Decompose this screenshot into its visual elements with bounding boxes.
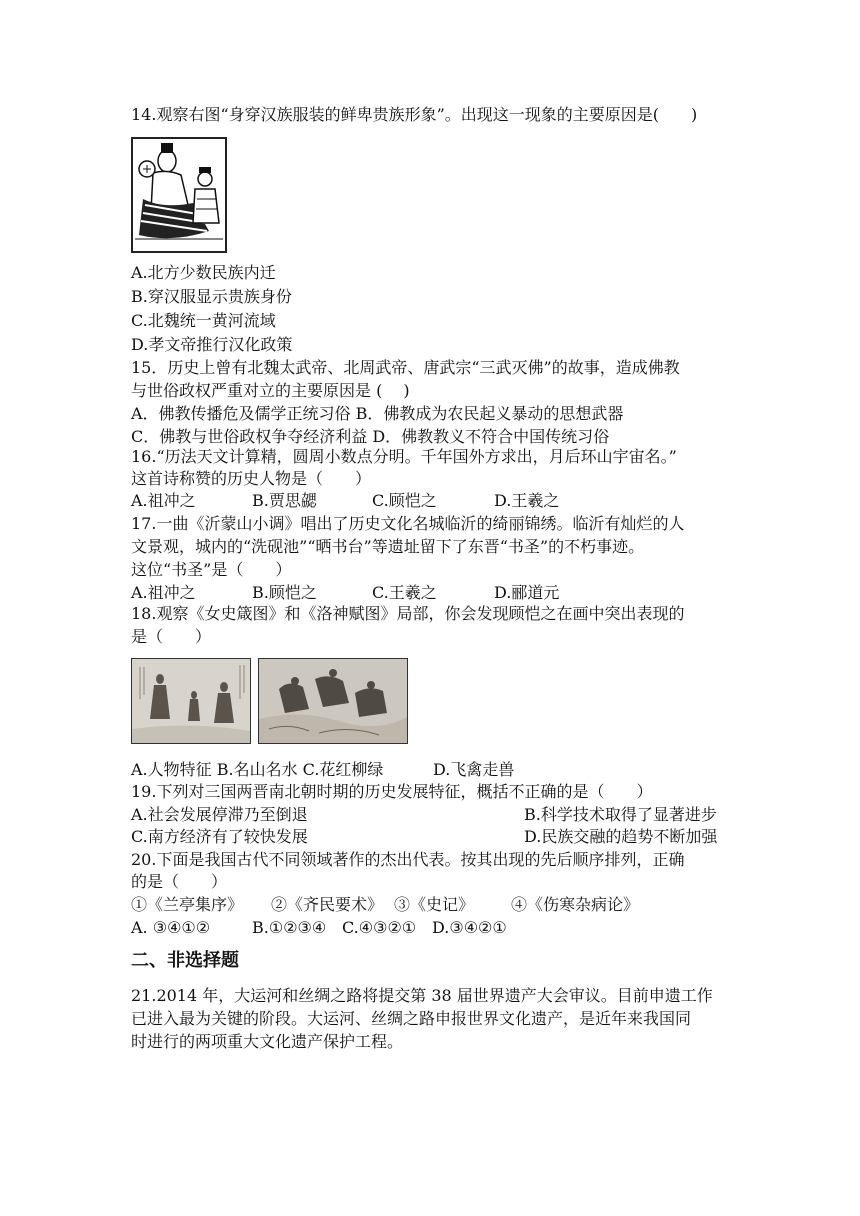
q16-stem-line-1: 16.“历法天文计算精，圆周小数点分明。千年国外方求出，月后环山宇宙名。” [131, 447, 677, 466]
q21-line-2: 已进入最为关键的阶段。大运河、丝绸之路申报世界文化遗产，是近年来我国同 [131, 1009, 692, 1028]
q20-item-2: ②《齐民要术》 [271, 895, 384, 914]
q17-option-d: D.郦道元 [494, 583, 560, 602]
q15-options-line-2: C．佛教与世俗政权争夺经济利益 D．佛教教义不符合中国传统习俗 [131, 427, 610, 446]
q20-option-a: A. ③④①② [131, 918, 211, 937]
q17-stem-line-3: 这位“书圣”是（ ） [131, 560, 292, 579]
q18-stem-line-2: 是（ ） [131, 627, 212, 646]
q15-options-line-1: A．佛教传播危及儒学正统习俗 B．佛教成为农民起义暴动的思想武器 [131, 404, 624, 423]
q18-options-a-c: A.人物特征 B.名山名水 C.花红柳绿 [131, 760, 384, 779]
q18-stem-line-1: 18.观察《女史箴图》和《洛神赋图》局部，你会发现顾恺之在画中突出表现的 [131, 604, 685, 623]
q14-option-b: B.穿汉服显示贵族身份 [131, 287, 292, 306]
q17-option-c: C.王羲之 [372, 583, 437, 602]
q19-option-d: D.民族交融的趋势不断加强 [524, 827, 718, 846]
q19-stem: 19.下列对三国两晋南北朝时期的历史发展特征，概括不正确的是（ ） [131, 782, 653, 801]
q19-option-a: A.社会发展停滞乃至倒退 [131, 805, 308, 824]
admonitions-scroll-painting [131, 658, 251, 744]
q21-line-1: 21.2014 年，大运河和丝绸之路将提交第 38 届世界遗产大会审议。目前申遗工作 [131, 986, 713, 1005]
q15-stem-line-1: 15．历史上曾有北魏太武帝、北周武帝、唐武宗“三武灭佛”的故事，造成佛教 [131, 358, 680, 377]
q14-stem: 14.观察右图“身穿汉族服装的鲜卑贵族形象”。出现这一现象的主要原因是( ) [131, 105, 698, 124]
q14-option-d: D.孝文帝推行汉化政策 [131, 335, 293, 354]
q17-option-b: B.顾恺之 [252, 583, 317, 602]
q20-item-3: ③《史记》 [394, 895, 475, 914]
q20-item-1: ①《兰亭集序》 [131, 895, 244, 914]
q20-option-b: B.①②③④ [252, 918, 327, 937]
q21-line-3: 时进行的两项重大文化遗产保护工程。 [131, 1032, 404, 1051]
q16-option-a: A.祖冲之 [131, 491, 196, 510]
q20-stem-line-2: 的是（ ） [131, 872, 228, 891]
q16-option-b: B.贾思勰 [252, 491, 317, 510]
q20-stem-line-1: 20.下面是我国古代不同领域著作的杰出代表。按其出现的先后顺序排列，正确 [131, 850, 685, 869]
nymph-luo-river-painting [258, 658, 408, 744]
q16-option-c: C.顾恺之 [372, 491, 437, 510]
q20-option-c: C.④③②① [342, 918, 417, 937]
q14-option-c: C.北魏统一黄河流域 [131, 311, 276, 330]
q16-stem-line-2: 这首诗称赞的历史人物是（ ） [131, 469, 372, 488]
q14-option-a: A.北方少数民族内迁 [131, 263, 276, 282]
q17-stem-line-2: 文景观，城内的“洗砚池”“晒书台”等遗址留下了东晋“书圣”的不朽事迹。 [131, 537, 645, 556]
q20-item-4: ④《伤寒杂病论》 [511, 895, 640, 914]
q18-option-d: D.飞禽走兽 [433, 760, 515, 779]
q17-option-a: A.祖冲之 [131, 583, 196, 602]
q20-option-d: D.③④②① [432, 918, 507, 937]
xianbei-noble-illustration [131, 137, 227, 253]
section-heading: 二、非选择题 [131, 950, 239, 971]
q17-stem-line-1: 17.一曲《沂蒙山小调》唱出了历史文化名城临沂的绮丽锦绣。临沂有灿烂的人 [131, 514, 685, 533]
q16-option-d: D.王羲之 [494, 491, 560, 510]
q19-option-b: B.科学技术取得了显著进步 [524, 805, 717, 824]
q19-option-c: C.南方经济有了较快发展 [131, 827, 308, 846]
q15-stem-line-2: 与世俗政权严重对立的主要原因是 ( ) [131, 381, 410, 400]
